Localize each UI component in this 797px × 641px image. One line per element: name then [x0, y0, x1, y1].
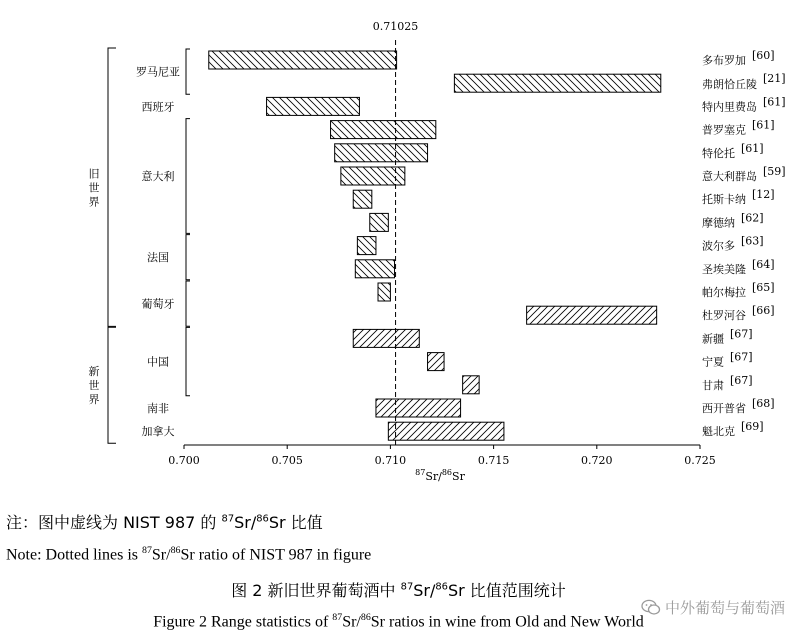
- country-label: 罗马尼亚: [136, 65, 180, 79]
- site-ref: [65]: [752, 281, 775, 294]
- site-label: 弗朗恰丘陵: [702, 78, 757, 92]
- site-ref: [60]: [752, 49, 775, 62]
- site-label: 帕尔梅拉: [702, 286, 746, 299]
- note-english: Note: Dotted lines is $^{87}$Sr/$^{86}$Sr ratio of NIST 987 in figure: [6, 545, 372, 564]
- site-label: 波尔多: [702, 239, 735, 253]
- site-label: 托斯卡纳: [702, 193, 746, 207]
- site-label: 特内里费岛: [702, 100, 757, 114]
- site-label: 西开普省: [702, 402, 746, 415]
- x-tick-label: 0.710: [374, 454, 407, 467]
- x-tick-label: 0.720: [581, 454, 613, 467]
- site-ref: [63]: [741, 234, 764, 248]
- country-bracket: [186, 281, 190, 326]
- x-tick-label: 0.715: [477, 454, 510, 467]
- site-label: 多布罗加: [702, 54, 746, 67]
- x-axis-label: $^{87}$Sr/$^{86}$Sr: [415, 468, 465, 483]
- country-label: 意大利: [141, 170, 175, 183]
- range-bar: [376, 399, 461, 417]
- reference-label: 0.71025: [372, 20, 419, 33]
- range-bar: [353, 329, 419, 347]
- site-ref: [61]: [752, 118, 775, 132]
- country-label: 西班牙: [141, 100, 175, 114]
- country-label: 法国: [147, 251, 169, 265]
- world-bracket: [108, 48, 116, 327]
- figure-caption-chinese: 图 2 新旧世界葡萄酒中 $^{87}$Sr/$^{86}$Sr 比值范围统计: [231, 581, 566, 600]
- site-label: 魁北克: [702, 425, 735, 439]
- range-bar: [353, 190, 372, 208]
- site-ref: [69]: [741, 420, 764, 434]
- range-bar: [428, 353, 445, 371]
- country-bracket: [186, 49, 190, 94]
- range-bar: [463, 376, 480, 394]
- wechat-icon: [641, 599, 661, 616]
- site-ref: [62]: [741, 211, 764, 225]
- site-label: 普罗塞克: [702, 123, 746, 137]
- range-bar: [355, 260, 394, 278]
- watermark-text: 中外葡萄与葡萄酒: [664, 599, 785, 617]
- site-label: 圣埃美隆: [702, 262, 746, 276]
- country-label: 加拿大: [141, 425, 175, 439]
- site-ref: [67]: [730, 327, 753, 341]
- site-ref: [21]: [763, 72, 786, 86]
- x-tick-label: 0.705: [271, 454, 303, 467]
- site-label: 意大利群岛: [702, 170, 757, 183]
- note-chinese: 注：图中虚线为 NIST 987 的 $^{87}$Sr/$^{86}$Sr 比值: [6, 513, 323, 532]
- range-bar: [267, 97, 360, 115]
- watermark: [641, 597, 785, 618]
- site-ref: [66]: [752, 304, 775, 318]
- world-bracket: [108, 326, 116, 443]
- site-ref: [64]: [752, 257, 775, 271]
- range-bar: [378, 283, 390, 301]
- country-label: 葡萄牙: [141, 297, 175, 311]
- range-bar: [335, 144, 428, 162]
- world-label: 新世界: [88, 364, 100, 406]
- country-bracket: [186, 235, 190, 280]
- country-label: 中国: [147, 355, 169, 369]
- range-bar: [209, 51, 397, 69]
- range-bar: [454, 74, 660, 92]
- site-ref: [67]: [730, 350, 753, 364]
- site-ref: [68]: [752, 397, 775, 410]
- site-ref: [61]: [741, 141, 764, 155]
- site-ref: [59]: [763, 165, 786, 178]
- site-label: 杜罗河谷: [702, 309, 746, 323]
- x-tick-label: 0.725: [684, 454, 716, 467]
- site-ref: [61]: [763, 95, 786, 109]
- site-ref: [12]: [752, 188, 775, 202]
- site-label: 甘肃: [702, 378, 724, 392]
- site-label: 宁夏: [702, 355, 724, 369]
- figure-caption-english: Figure 2 Range statistics of $^{87}$Sr/$^{86}$Sr ratios in wine from Old and New World: [153, 612, 644, 631]
- site-ref: [67]: [730, 373, 753, 387]
- site-label: 新疆: [702, 332, 724, 346]
- country-bracket: [186, 327, 190, 395]
- site-label: 特伦托: [702, 146, 735, 160]
- site-label: 摩德纳: [702, 216, 735, 230]
- range-bar: [357, 237, 376, 255]
- range-bar: [388, 422, 504, 440]
- country-bracket: [186, 119, 190, 234]
- x-tick-label: 0.700: [168, 454, 200, 467]
- world-label: 旧世界: [88, 167, 100, 209]
- range-bar: [331, 121, 436, 139]
- country-label: 南非: [147, 402, 169, 415]
- range-bar: [370, 213, 389, 231]
- range-bar: [527, 306, 657, 324]
